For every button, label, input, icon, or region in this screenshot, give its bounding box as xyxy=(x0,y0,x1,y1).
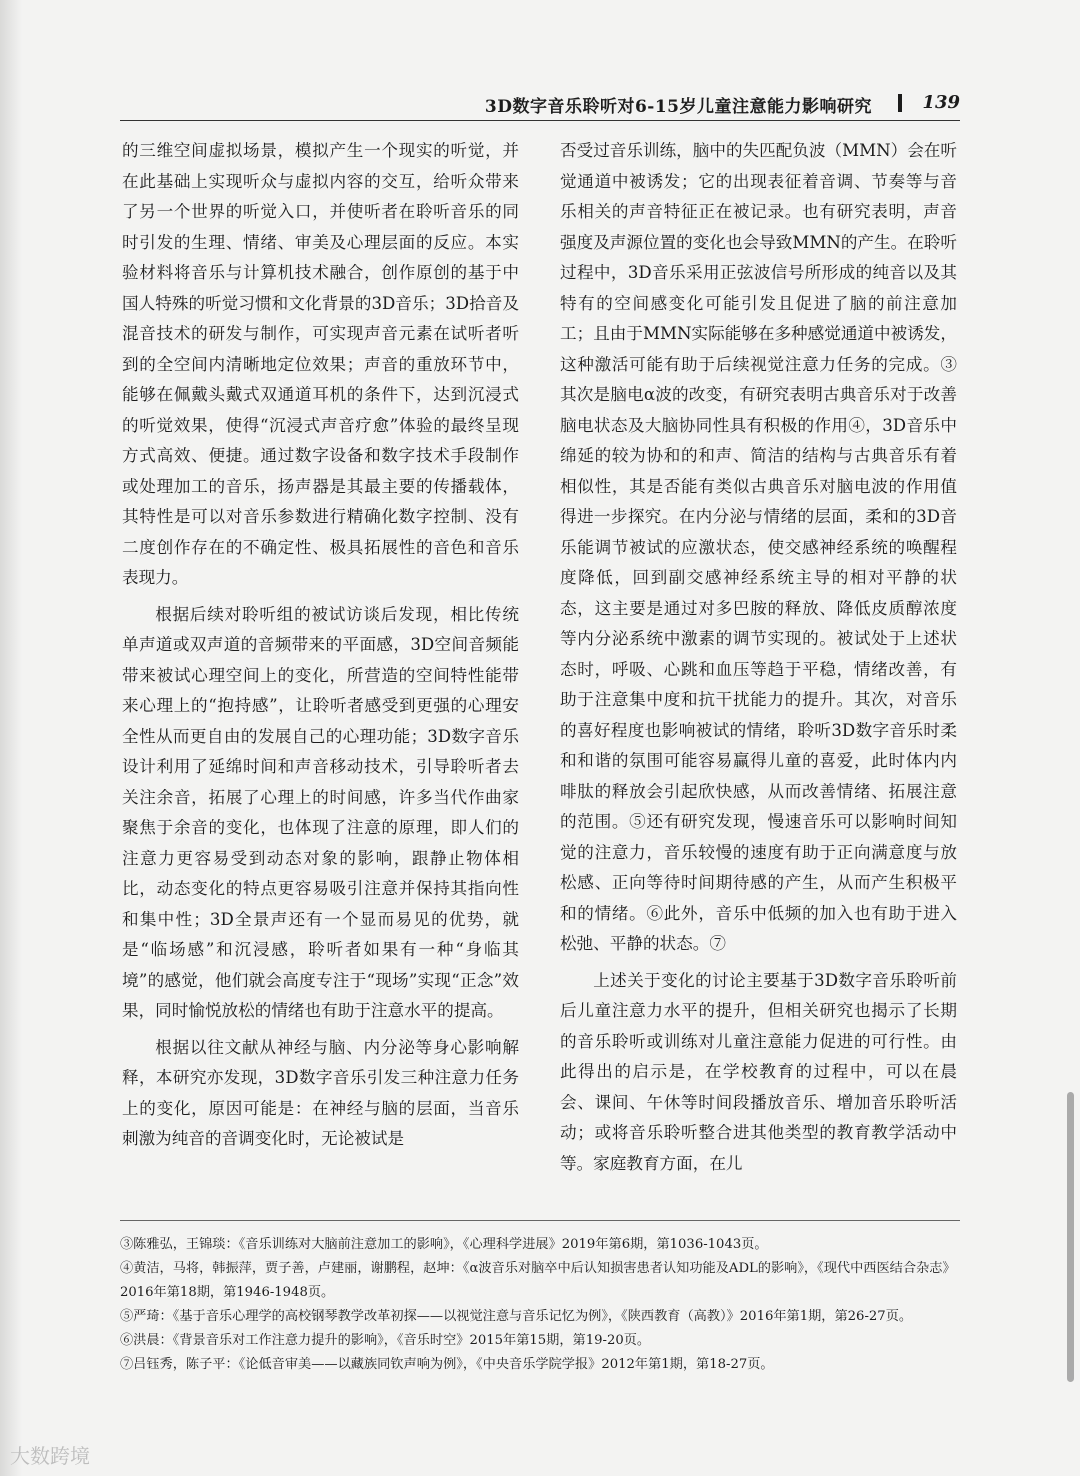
left-paragraph-2: 根据后续对聆听组的被试访谈后发现，相比传统单声道或双声道的音频带来的平面感，3D空间音频能带来被试心理空间上的变化，所营造的空间特性能带来心理上的“抱持感”，让聆听者感受到更强的心理安全性从而更自由的发展自己的心理功能；3D数字音乐设计利用了延绵时间和声音移动技术，引导聆听者去关注余音，拓展了心理上的时间感，许多当代作曲家聚焦于余音的变化，也体现了注意的原理，即人们的注意力更容易受到动态对象的影响，跟静止物体相比，动态变化的特点更容易吸引注意并保持其指向性和集中性；3D全景声还有一个显而易见的优势，就是“临场感”和沉浸感，聆听者如果有一种“身临其境”的感觉，他们就会高度专注于“现场”实现“正念”效果，同时愉悦放松的情绪也有助于注意水平的提高。 xyxy=(122,604,519,1020)
watermark-text: 大数跨境 xyxy=(10,1444,90,1468)
running-header xyxy=(120,92,960,121)
scrollbar-thumb[interactable] xyxy=(1067,1092,1074,1382)
footnote-6: ⑥洪晨：《背景音乐对工作注意力提升的影响》，《音乐时空》2015年第15期，第19-20页。 xyxy=(120,1333,651,1348)
right-column xyxy=(560,136,957,1179)
header-title: 3D数字音乐聆听对6-15岁儿童注意能力影响研究 xyxy=(484,97,872,117)
right-paragraph-1: 否受过音乐训练，脑中的失匹配负波（MMN）会在听觉通道中被诱发；它的出现表征着音调、节奏等与音乐相关的声音特征正在被记录。也有研究表明，声音强度及声源位置的变化也会导致MMN的产生。在聆听过程中，3D音乐采用正弦波信号所形成的纯音以及其特有的空间感变化可能引发且促进了脑的前注意加工；且由于MMN实际能够在多种感觉通道中被诱发，这种激活可能有助于后续视觉注意力任务的完成。③其次是脑电α波的改变，有研究表明古典音乐对于改善脑电状态及大脑协同性具有积极的作用④，3D音乐中绵延的较为协和的和声、简洁的结构与古典音乐有着相似性，其是否能有类似古典音乐对脑电波的作用值得进一步探究。在内分泌与情绪的层面，柔和的3D音乐能调节被试的应激状态，使交感神经系统的唤醒程度降低，回到副交感神经系统主导的相对平静的状态，这主要是通过对多巴胺的释放、降低皮质醇浓度等内分泌系统中激素的调节实现的。被试处于上述状态时，呼吸、心跳和血压等趋于平稳，情绪改善，有助于注意集中度和抗干扰能力的提升。其次，对音乐的喜好程度也影响被试的情绪，聆听3D数字音乐时柔和和谐的氛围可能容易赢得儿童的喜爱，此时体内内啡肽的释放会引起欣快感，从而改善情绪、拓展注意的范围。⑤还有研究发现，慢速音乐可以影响时间知觉的注意力，音乐较慢的速度有助于正向满意度与放松感、正向等待时间期待感的产生，从而产生积极平和的情绪。⑥此外，音乐中低频的加入也有助于进入松弛、平静的状态。⑦ xyxy=(560,141,957,953)
left-column xyxy=(122,136,519,1155)
page-number: 139 xyxy=(922,92,960,113)
header-separator xyxy=(898,94,902,112)
footnotes xyxy=(120,1220,960,1377)
footnote-4: ④黄洁，马将，韩振萍，贾子善，卢建丽，谢鹏程，赵坤：《α波音乐对脑卒中后认知损害患者认知功能及ADL的影响》，《现代中西医结合杂志》2016年第18期，第1946-1948页。 xyxy=(120,1261,956,1300)
left-paragraph-1: 的三维空间虚拟场景，模拟产生一个现实的听觉，并在此基础上实现听众与虚拟内容的交互，给听众带来了另一个世界的听觉入口，并使听者在聆听音乐的同时引发的生理、情绪、审美及心理层面的反应。本实验材料将音乐与计算机技术融合，创作原创的基于中国人特殊的听觉习惯和文化背景的3D音乐；3D拾音及混音技术的研发与制作，可实现声音元素在试听者听到的全空间内清晰地定位效果；声音的重放环节中，能够在佩戴头戴式双通道耳机的条件下，达到沉浸式的听觉效果，使得“沉浸式声音疗愈”体验的最终呈现方式高效、便捷。通过数字设备和数字技术手段制作或处理加工的音乐，扬声器是其最主要的传播载体，其特性是可以对音乐参数进行精确化数字控制、没有二度创作存在的不确定性、极具拓展性的音色和音乐表现力。 xyxy=(122,141,519,587)
left-paragraph-3: 根据以往文献从神经与脑、内分泌等身心影响解释，本研究亦发现，3D数字音乐引发三种注意力任务上的变化，原因可能是：在神经与脑的层面，当音乐刺激为纯音的音调变化时，无论被试是 xyxy=(122,1037,519,1148)
page-edge-shadow xyxy=(0,0,22,1476)
footnote-5: ⑤严琦：《基于音乐心理学的高校钢琴教学改革初探——以视觉注意与音乐记忆为例》，《陕西教育（高教）》2016年第1期，第26-27页。 xyxy=(120,1309,913,1324)
right-paragraph-2: 上述关于变化的讨论主要基于3D数字音乐聆听前后儿童注意力水平的提升，但相关研究也揭示了长期的音乐聆听或训练对儿童注意能力促进的可行性。由此得出的启示是，在学校教育的过程中，可以在晨会、课间、午休等时间段播放音乐、增加音乐聆听活动；或将音乐聆听整合进其他类型的教育教学活动中等。家庭教育方面，在儿 xyxy=(560,970,957,1173)
watermark xyxy=(10,1440,90,1469)
footnote-7: ⑦吕钰秀，陈子平：《论低音审美——以藏族同钦声响为例》，《中央音乐学院学报》2012年第1期，第18-27页。 xyxy=(120,1357,774,1372)
footnote-3: ③陈雅弘，王锦琰：《音乐训练对大脑前注意加工的影响》，《心理科学进展》2019年第6期，第1036-1043页。 xyxy=(120,1237,768,1252)
